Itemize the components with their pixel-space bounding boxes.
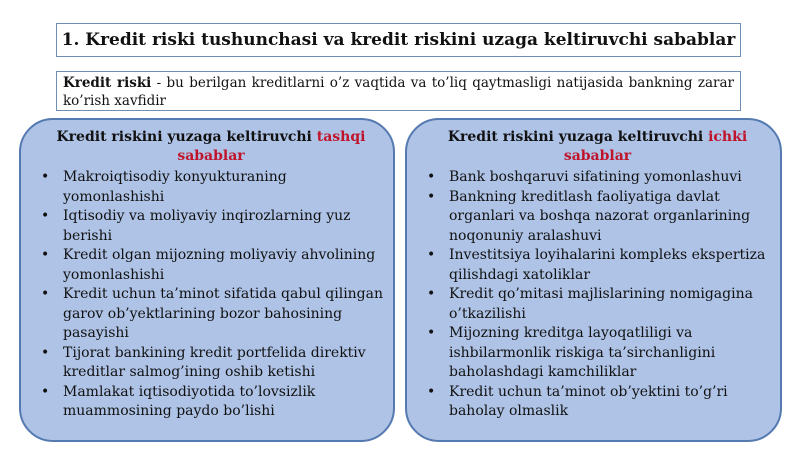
bullet-icon: • [427,188,436,205]
internal-causes-heading [425,128,770,166]
definition-box [56,71,741,111]
list-item [425,324,770,383]
external-heading-accent: tashqi sabablar [177,129,366,164]
list-item-text: Investitsiya loyihalarini kompleks ekspertiza qilishdagi xatoliklar [449,247,766,283]
bullet-icon: • [41,286,50,302]
list-item-text: Iqtisodiy va moliyaviy inqirozlarning yuz berishi [63,208,351,244]
bullet-icon: • [427,383,436,400]
bullet-icon: • [41,169,50,185]
bullet-icon: • [41,383,50,400]
list-item [39,344,383,383]
internal-causes-list [425,168,770,422]
list-item-text: Mamlakat iqtisodiyotida to’lovsizlik muammosining paydo bo’lishi [63,383,316,419]
list-item-text: Mijozning kreditga layoqatliligi va ishbilarmonlik riskiga ta’sirchanligini baholashdagi kamchiliklar [449,325,716,380]
list-item-text: Kredit qo’mitasi majlislarining nomigagina o’tkazilishi [449,286,753,322]
internal-causes-panel [405,118,782,442]
bullet-icon: • [427,247,436,263]
internal-heading-prefix: Kredit riskini yuzaga keltiruvchi [447,129,709,145]
external-causes-heading [39,128,383,166]
bullet-icon: • [41,344,50,361]
external-causes-panel [19,118,395,442]
list-item-text: Kredit olgan mijozning moliyaviy ahvolining yomonlashishi [63,247,376,283]
definition-term: Kredit riski [63,75,152,91]
list-item-text: Tijorat bankining kredit portfelida direktiv kreditlar salmog’ining oshib ketishi [63,344,366,380]
bullet-icon: • [427,286,436,302]
list-item-text: Makroiqtisodiy konyukturaning yomonlashishi [63,169,287,205]
list-item [425,246,770,285]
list-item-text: Kredit uchun ta’minot sifatida qabul qilingan garov ob’yektlarining bozor bahosining pasayishi [63,286,384,341]
list-item-text: Kredit uchun ta’minot ob’yektini to’g’ri baholay olmaslik [449,383,728,419]
list-item-text: Bank boshqaruvi sifatining yomonlashuvi [449,169,742,185]
list-item [425,168,770,188]
list-item [425,383,770,422]
bullet-icon: • [427,325,436,341]
external-causes-list [39,168,383,422]
list-item-text: Bankning kreditlash faoliyatiga davlat organlari va boshqa nazorat organlarining noqonuniy aralashuvi [449,188,751,244]
list-item [425,188,770,247]
list-item [425,285,770,324]
bullet-icon: • [427,169,436,185]
bullet-icon: • [41,208,50,224]
external-heading-prefix: Kredit riskini yuzaga keltiruvchi [56,129,317,145]
list-item [39,168,383,207]
slide-title-text: 1. Kredit riski tushunchasi va kredit riskini uzaga keltiruvchi sabablar [61,30,736,50]
list-item [39,246,383,285]
list-item [39,207,383,246]
bullet-icon: • [41,247,50,263]
internal-heading-accent: ichki sabablar [563,129,748,164]
list-item [39,285,383,344]
slide-title [56,23,741,57]
definition-text: - bu berilgan kreditlarni o’z vaqtida va to’liq qaytmasligi natijasida bankning zarar ko’rish xavfidir [63,75,735,109]
list-item [39,383,383,422]
